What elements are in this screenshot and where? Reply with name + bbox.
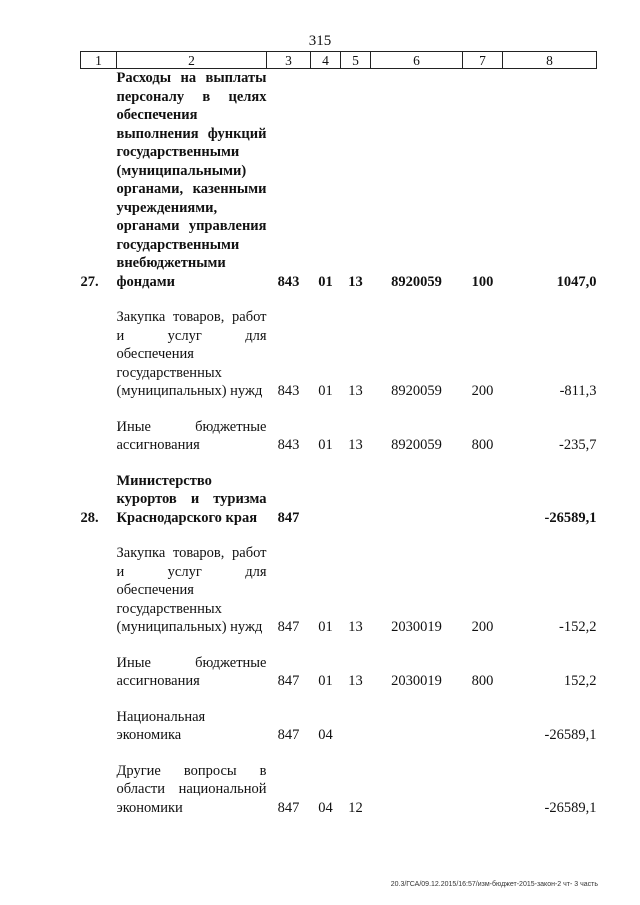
cell-amount: 152,2: [563, 673, 597, 689]
cell-amount: -235,7: [559, 437, 597, 453]
cell-section-code: [311, 472, 341, 528]
cell-target-code: [371, 762, 463, 818]
spacer-cell: [81, 637, 597, 654]
cell-expense-type: 200: [471, 619, 494, 635]
spacer-cell: [81, 291, 597, 308]
cell-amount: -26589,1: [544, 799, 597, 816]
row-spacer: [81, 401, 597, 418]
cell-target-code: 8920059: [391, 273, 442, 290]
row-number: [81, 544, 117, 637]
column-header-8: 8: [503, 52, 597, 69]
row-number: [81, 762, 117, 818]
cell-subsection-code: 13: [348, 673, 363, 689]
cell-expense-type: 800: [471, 673, 494, 689]
row-spacer: [81, 691, 597, 708]
cell-amount: -26589,1: [544, 509, 597, 526]
column-header-4: 4: [311, 52, 341, 69]
cell-expense-type: 800: [471, 437, 494, 453]
row-number: 27.: [80, 273, 99, 290]
cell-subsection-code: 13: [348, 383, 363, 399]
cell-section-code: 01: [318, 273, 333, 290]
cell-subsection-code: 12: [348, 799, 363, 816]
budget-table: [80, 51, 597, 817]
cell-amount: -152,2: [559, 619, 597, 635]
cell-ministry-code: 843: [277, 273, 300, 290]
table-row: [81, 762, 597, 818]
row-name: Иные бюджетные ассигнования: [116, 418, 267, 453]
column-header-1: 1: [81, 52, 117, 69]
cell-target-code: [371, 708, 463, 745]
cell-target-code: 2030019: [391, 673, 442, 689]
row-number: [81, 708, 117, 745]
row-spacer: [81, 745, 597, 762]
cell-ministry-code: 847: [277, 509, 300, 526]
cell-subsection-code: [341, 708, 371, 745]
cell-ministry-code: 847: [277, 673, 300, 689]
table-header-row: [81, 52, 597, 69]
cell-ministry-code: 847: [277, 799, 300, 816]
cell-section-code: 01: [318, 673, 333, 689]
cell-ministry-code: 843: [277, 437, 300, 453]
cell-expense-type: [463, 472, 503, 528]
row-name: Закупка товаров, работ и услуг для обеспечения государственных (муниципальных) нужд: [116, 309, 267, 399]
row-spacer: [81, 291, 597, 308]
row-spacer: [81, 637, 597, 654]
cell-ministry-code: 843: [277, 383, 300, 399]
footer-note: 20.3/ГСА/09.12.2015/16:57/изм-бюджет-2015-закон-2 чт- 3 часть: [390, 881, 598, 888]
table-row: [81, 708, 597, 745]
table-row: [81, 472, 597, 528]
page-number: 315: [308, 33, 332, 49]
row-name: Расходы на выплаты персоналу в целях обеспечения выполнения функций государственными (муниципальными) органами, казенными учреждениями, органами управления государственными внебюджетными фондами: [116, 70, 267, 290]
table-row: [81, 418, 597, 455]
cell-expense-type: [463, 708, 503, 745]
cell-target-code: 8920059: [391, 437, 442, 453]
row-number: [81, 418, 117, 455]
column-header-2: 2: [117, 52, 267, 69]
column-header-3: 3: [267, 52, 311, 69]
spacer-cell: [81, 745, 597, 762]
row-number: [81, 308, 117, 401]
table-row: [81, 308, 597, 401]
cell-amount: 1047,0: [556, 273, 597, 290]
cell-expense-type: [463, 762, 503, 818]
cell-section-code: 01: [318, 437, 333, 453]
cell-subsection-code: [341, 472, 371, 528]
cell-target-code: [371, 472, 463, 528]
spacer-cell: [81, 455, 597, 472]
table-row: [81, 654, 597, 691]
table-row: [81, 69, 597, 292]
cell-subsection-code: 13: [348, 273, 363, 290]
cell-ministry-code: 847: [277, 619, 300, 635]
row-name: Другие вопросы в области национальной экономики: [116, 762, 267, 816]
cell-ministry-code: 847: [277, 727, 300, 743]
table-row: [81, 544, 597, 637]
row-name: Закупка товаров, работ и услуг для обеспечения государственных (муниципальных) нужд: [116, 545, 267, 635]
cell-amount: -811,3: [559, 383, 597, 399]
row-number: [81, 654, 117, 691]
cell-section-code: 04: [318, 799, 333, 816]
spacer-cell: [81, 401, 597, 418]
cell-amount: -26589,1: [544, 727, 597, 743]
cell-subsection-code: 13: [348, 437, 363, 453]
row-number: 28.: [80, 509, 99, 526]
column-header-5: 5: [341, 52, 371, 69]
spacer-cell: [81, 527, 597, 544]
cell-target-code: 8920059: [391, 383, 442, 399]
row-name: Иные бюджетные ассигнования: [116, 654, 267, 689]
cell-target-code: 2030019: [391, 619, 442, 635]
row-name: Национальная экономика: [116, 708, 206, 743]
column-header-6: 6: [371, 52, 463, 69]
cell-expense-type: 200: [471, 383, 494, 399]
spacer-cell: [81, 691, 597, 708]
row-spacer: [81, 527, 597, 544]
table-body: [81, 69, 597, 818]
cell-subsection-code: 13: [348, 619, 363, 635]
row-spacer: [81, 455, 597, 472]
cell-section-code: 01: [318, 619, 333, 635]
column-header-7: 7: [463, 52, 503, 69]
row-name: Министерство курортов и туризма Краснодарского края: [116, 472, 267, 526]
cell-section-code: 04: [318, 727, 333, 743]
cell-section-code: 01: [318, 383, 333, 399]
cell-expense-type: 100: [471, 273, 494, 290]
